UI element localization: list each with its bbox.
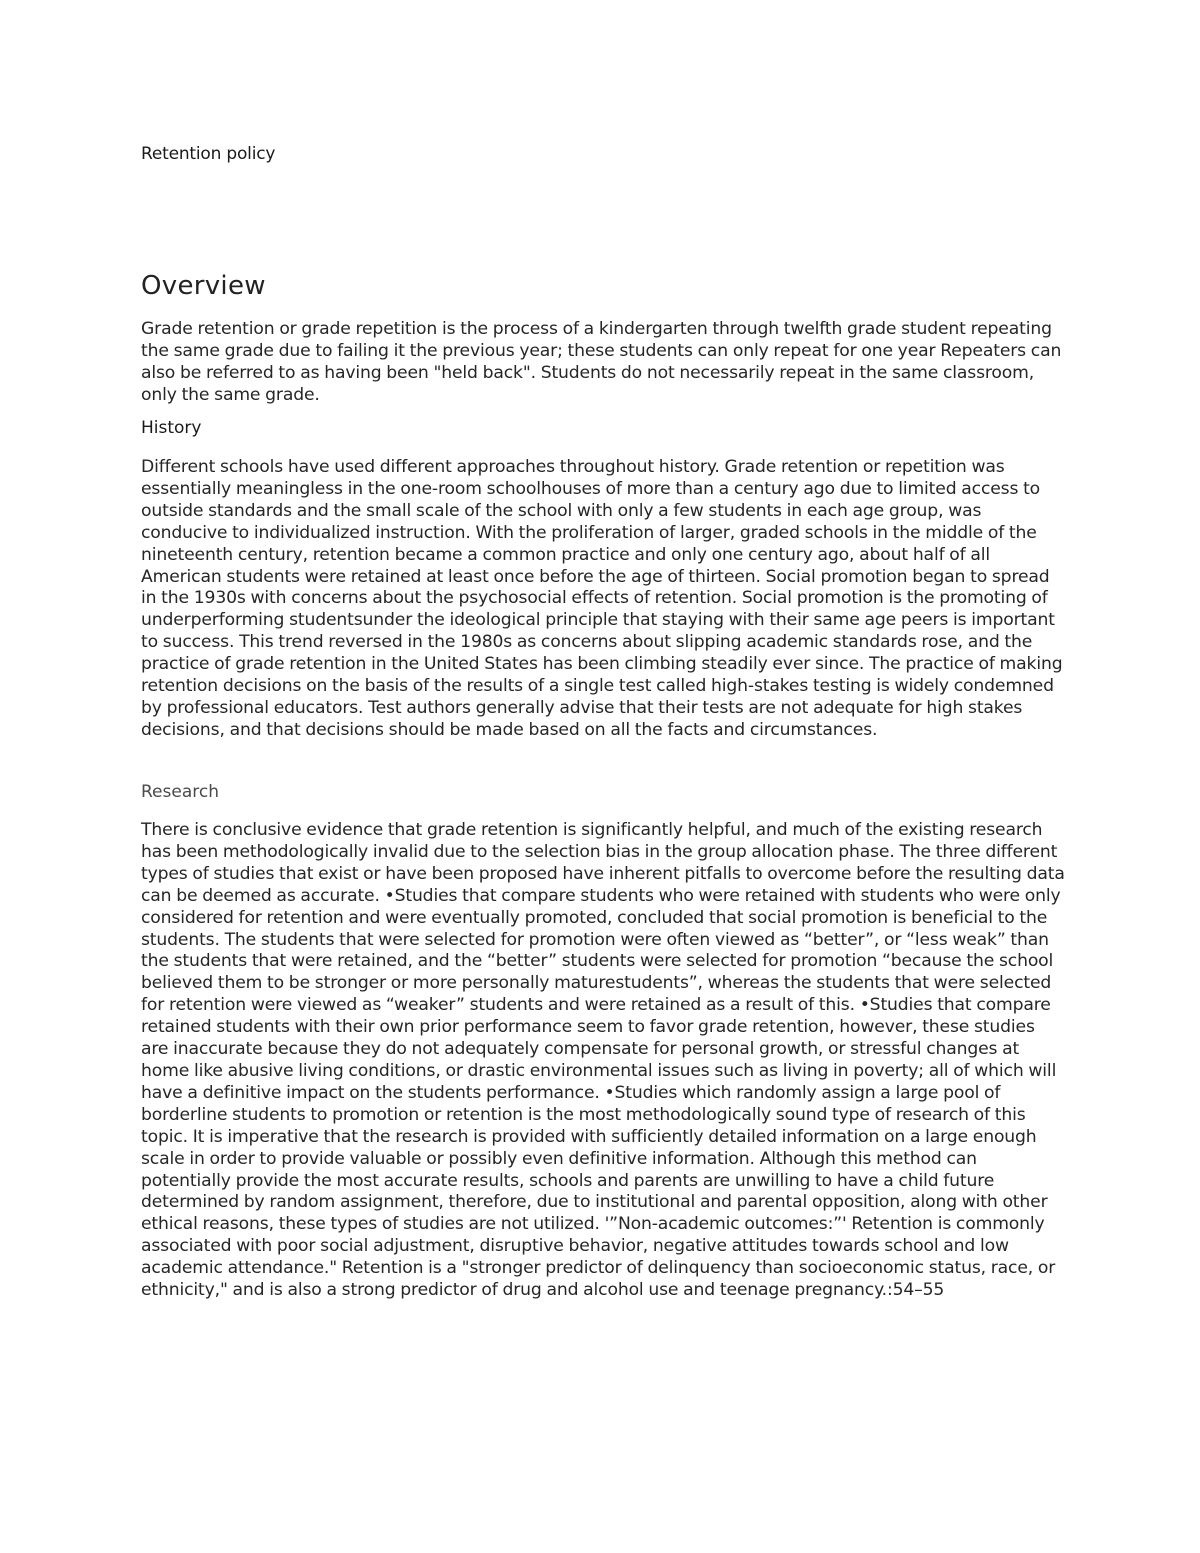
research-paragraph: There is conclusive evidence that grade retention is significantly helpful, and much of the existing research has been methodologically invalid due to the selection bias in the group allocation phase. The three different types of studies that exist or have been proposed have inherent pitfalls to overcome before the resulting data can be deemed as accurate. •Studies that compare students who were retained with students who were only considered for retention and were eventually promoted, concluded that social promotion is beneficial to the students. The students that were selected for promotion were often viewed as “better”, or “less weak” than the students that were retained, and the “better” students were selected for promotion “because the school believed them to be stronger or more personally maturestudents”, whereas the students that were selected for retention were viewed as “weaker” students and were retained as a result of this. •Studies that compare retained students with their own prior performance seem to favor grade retention, however, these studies are inaccurate because they do not adequately compensate for personal growth, or stressful changes at home like abusive living conditions, or drastic environmental issues such as living in poverty; all of which will have a definitive impact on the students performance. •Studies which randomly assign a large pool of borderline students to promotion or retention is the most methodologically sound type of research of this topic. It is imperative that the research is provided with sufficiently detailed information on a large enough scale in order to provide valuable or possibly even definitive information. Although this method can potentially provide the most accurate results, schools and parents are unwilling to have a child future determined by random assignment, therefore, due to institutional and parental opposition, along with other ethical reasons, these types of studies are not utilized. '”Non-academic outcomes:”' Retention is commonly associated with poor social adjustment, disruptive behavior, negative attitudes towards school and low academic attendance." Retention is a "stronger predictor of delinquency than socioeconomic status, race, or ethnicity," and is also a strong predictor of drug and alcohol use and teenage pregnancy.:54–55	[141, 820, 1065, 1301]
research-heading: Research	[141, 782, 219, 802]
overview-heading: Overview	[141, 271, 266, 301]
document-title: Retention policy	[141, 144, 276, 164]
history-heading: History	[141, 418, 202, 438]
overview-paragraph: Grade retention or grade repetition is the process of a kindergarten through twelfth grade student repeating the same grade due to failing it the previous year; these students can only repeat for one year Repeaters can also be referred to as having been "held back". Students do not necessarily repeat in the same classroom, only the same grade.	[141, 319, 1062, 405]
history-paragraph: Different schools have used different approaches throughout history. Grade retention or repetition was essentially meaningless in the one-room schoolhouses of more than a century ago due to limited access to outside standards and the small scale of the school with only a few students in each age group, was conducive to individualized instruction. With the proliferation of larger, graded schools in the middle of the nineteenth century, retention became a common practice and only one century ago, about half of all American students were retained at least once before the age of thirteen. Social promotion began to spread in the 1930s with concerns about the psychosocial effects of retention. Social promotion is the promoting of underperforming studentsunder the ideological principle that staying with their same age peers is important to success. This trend reversed in the 1980s as concerns about slipping academic standards rose, and the practice of grade retention in the United States has been climbing steadily ever since. The practice of making retention decisions on the basis of the results of a single test called high-stakes testing is widely condemned by professional educators. Test authors generally advise that their tests are not adequate for high stakes decisions, and that decisions should be made based on all the facts and circumstances.	[141, 457, 1063, 740]
